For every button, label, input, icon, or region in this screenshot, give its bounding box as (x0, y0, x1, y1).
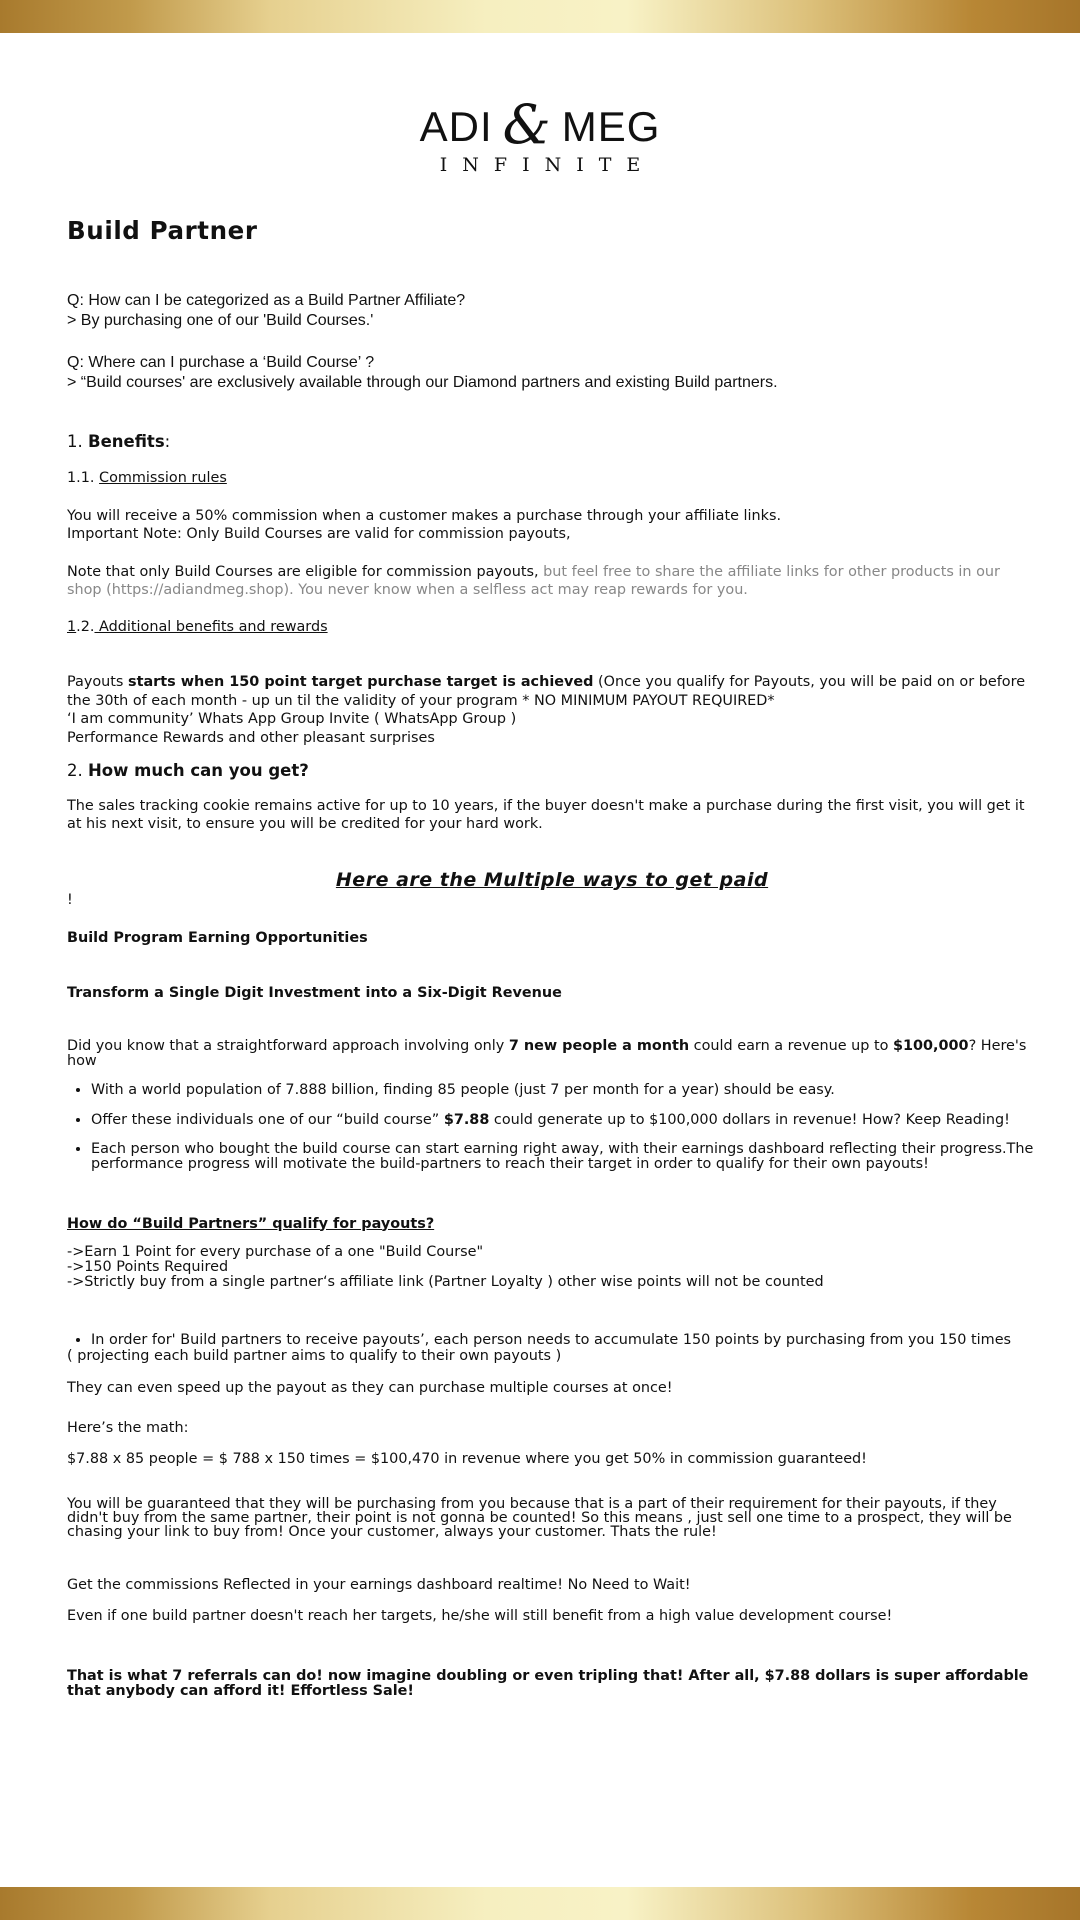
transform-heading: Transform a Single Digit Investment into a Six-Digit Revenue (67, 985, 562, 1001)
qualify-rule-3: ->Strictly buy from a single partner‘s affiliate link (Partner Loyalty ) other wise points will not be counted (67, 1274, 824, 1290)
earning-opportunities-heading: Build Program Earning Opportunities (67, 929, 368, 946)
list-item: • Each person who bought the build course can start earning right away, with their earnings dashboard reflecting their progress.The performance progress will motivate the build-partners to reach their target in order to qualify for their own payouts! (91, 1142, 1037, 1172)
development-course-note: Even if one build partner doesn't reach her targets, he/she will still benefit from a high value development course! (67, 1607, 893, 1624)
list-item: • With a world population of 7.888 billion, finding 85 people (just 7 per month for a year) should be easy. (91, 1081, 1037, 1100)
top-gold-banner (0, 0, 1080, 33)
faq-answer-2: > “Build courses' are exclusively available through our Diamond partners and existing Build partners. (67, 373, 778, 391)
commission-note-shop: but feel free to share the affiliate links for other products in our shop (https://adiandmeg.shop). You never know when a selfless act may reap rewards for you. (67, 563, 1000, 598)
additional-benefits-heading: 1.2. Additional benefits and rewards (67, 618, 328, 635)
logo-tagline: INFINITE (439, 154, 656, 176)
faq-question-2: Q: Where can I purchase a ‘Build Course’ ? (67, 353, 375, 371)
logo-name-left: ADI (419, 103, 493, 150)
projecting-note: ( projecting each build partner aims to qualify to their own payouts ) (67, 1348, 562, 1364)
page-content (67, 216, 1037, 1699)
list-item: • In order for' Build partners to receive payouts’, each person needs to accumulate 150 points by purchasing from you 150 times (91, 1333, 1037, 1347)
qualify-heading: How do “Build Partners” qualify for payouts? (67, 1215, 435, 1232)
faq-answer-1: > By purchasing one of our 'Build Courses.' (67, 311, 374, 329)
exclamation: ! (67, 892, 73, 908)
faq-question-1: Q: How can I be categorized as a Build Partner Affiliate? (67, 291, 466, 309)
how-much-heading: 2. How much can you get? (67, 761, 309, 780)
guarantee-paragraph: You will be guaranteed that they will be purchasing from you because that is a part of their requirement for their payouts, if they didn't buy from the same partner, their point is not gonna be counted! So this means , just sell one time to a prospect, they will be chasing your link to buy from! Once your customer, always your customer. Thats the rule! (67, 1496, 1012, 1540)
commission-line-2: Important Note: Only Build Courses are valid for commission payouts, (67, 526, 571, 542)
payouts-text: Payouts starts when 150 point target purchase target is achieved (Once you qualify for Payouts, you will be paid on or before the 30th of each month - up un til the validity of your program * NO MINIMUM PAYOUT REQUIRED* (67, 674, 1026, 709)
closing-statement: That is what 7 referrals can do! now imagine doubling or even tripling that! After all, $7.88 dollars is super affordable that anybody can afford it! Effortless Sale! (67, 1668, 1029, 1699)
realtime-note: Get the commissions Reflected in your earnings dashboard realtime! No Need to Wait! (67, 1577, 691, 1593)
faq-section (67, 291, 1037, 393)
qualify-rule-2: ->150 Points Required (67, 1259, 229, 1275)
commission-rules-title: Commission rules (99, 470, 227, 486)
math-label: Here’s the math: (67, 1420, 189, 1436)
qualify-rules (67, 1245, 1037, 1290)
intro-paragraph: Did you know that a straightforward approach involving only 7 new people a month could earn a revenue up to $100,000? Here's how (67, 1037, 1027, 1069)
commission-note-main: Note that only Build Courses are eligible for commission payouts, (67, 563, 539, 580)
speed-up-note: They can even speed up the payout as they can purchase multiple courses at once! (67, 1379, 673, 1396)
multiple-ways-title: Here are the Multiple ways to get paid (335, 868, 769, 891)
math-equation: $7.88 x 85 people = $ 788 x 150 times = $100,470 in revenue where you get 50% in commission guaranteed! (67, 1450, 867, 1467)
performance-rewards: Performance Rewards and other pleasant surprises (67, 729, 435, 746)
commission-rules-heading: 1.1. Commission rules (67, 470, 227, 486)
benefits-heading: 1. Benefits: (67, 431, 171, 451)
logo-name-right: MEG (561, 103, 661, 150)
qualify-bullets (67, 1333, 1037, 1347)
earning-bullets (67, 1081, 1037, 1172)
commission-note (67, 563, 1037, 600)
commission-line-1: You will receive a 50% commission when a customer makes a purchase through your affiliate links. (67, 507, 782, 524)
qualify-rule-1: ->Earn 1 Point for every purchase of a one "Build Course" (67, 1244, 484, 1260)
community-invite: ‘I am community’ Whats App Group Invite ( WhatsApp Group ) (67, 711, 517, 727)
list-item: • Offer these individuals one of our “build course” $7.88 could generate up to $100,000 dollars in revenue! How? Keep Reading! (91, 1111, 1037, 1130)
page-title: Build Partner (67, 216, 258, 245)
bottom-gold-banner (0, 1887, 1080, 1920)
additional-benefits-title: Additional benefits and rewards (94, 618, 328, 635)
logo-wordmark (0, 93, 1080, 156)
how-much-body: The sales tracking cookie remains active for up to 10 years, if the buyer doesn't make a purchase during the first visit, you will get it at his next visit, to ensure you will be credited for your hard work. (67, 797, 1025, 832)
logo-ampersand: & (502, 93, 552, 156)
brand-logo (0, 93, 1080, 176)
